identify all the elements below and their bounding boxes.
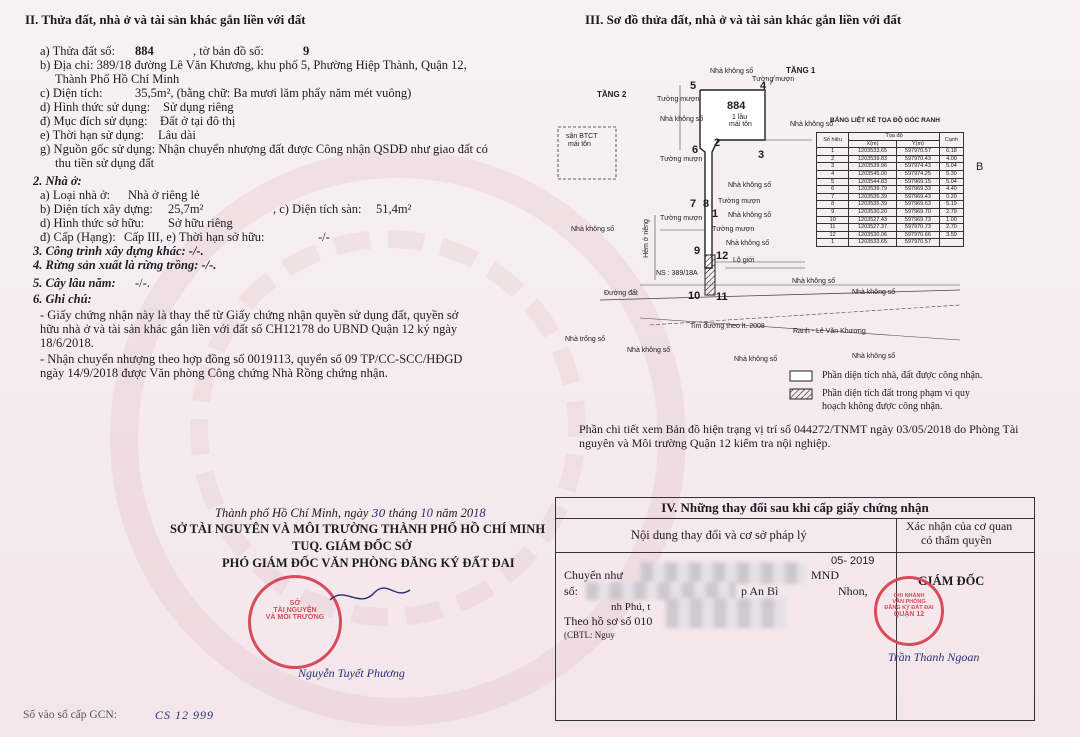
planted-forest: 4. Rừng sản xuất là rừng trồng: -/-. [33, 258, 217, 272]
point-10: 10 [688, 290, 701, 302]
coord-cell: 1203539.79 [849, 186, 897, 194]
notes-title: 6. Ghi chú: [33, 292, 92, 306]
detail-note-1: Phần chi tiết xem Bản đồ hiện trạng vị trí số 044272/TNMT ngày 03/05/2018 do Phòng Tài [579, 422, 1019, 436]
point-5: 5 [690, 80, 697, 92]
origin-line-1: g) Nguồn gốc sử dụng: Nhận chuyển nhượng đất được Công nhận QSDĐ như giao đất có [40, 142, 488, 156]
redacted-block-1 [641, 562, 806, 584]
road-centerline: Tim đường theo lt. 2008 [690, 323, 765, 330]
floor-2-label: TẦNG 2 [597, 90, 627, 99]
coord-cell: 597969.15 [896, 178, 939, 186]
point-4: 4 [760, 80, 767, 92]
coord-cell: 1203530.06 [849, 231, 897, 239]
coord-cell: 1 [817, 239, 849, 247]
authorized-by: TUQ. GIÁM ĐỐC SỞ [292, 539, 412, 553]
house-section-title: 2. Nhà ở: [33, 174, 82, 188]
changes-col-confirm-2: có thẩm quyền [921, 533, 992, 547]
coord-cell: 1203544.83 [849, 178, 897, 186]
point-11: 11 [716, 291, 728, 303]
coord-cell: 1203535.39 [849, 193, 897, 201]
changes-col-content: Nội dung thay đổi và cơ sở pháp lý [631, 528, 807, 542]
lot-number: 884 [727, 100, 746, 112]
point-12: 12 [716, 250, 729, 262]
change-line-3: nh Phú, t [611, 601, 651, 613]
neighbour-right: Nhà không số [790, 121, 834, 128]
neighbour-left: Nhà không số [660, 116, 704, 123]
borrowed-wall-mid: Tường mượn [660, 156, 703, 163]
coord-cell: 5.04 [939, 178, 963, 186]
signer-role: PHÓ GIÁM ĐỐC VĂN PHÒNG ĐĂNG KÝ ĐẤT ĐAI [222, 556, 515, 570]
road-boundary: Lộ giới [733, 257, 755, 264]
sign-day: 30 [371, 507, 386, 520]
coord-cell: 7 [817, 193, 849, 201]
coord-cell: 4 [817, 170, 849, 178]
coord-cell: 597970.66 [896, 231, 939, 239]
seal-left-mid: TÀI NGUYÊN [273, 607, 317, 614]
sign-date-prefix: Thành phố Hồ Chí Minh, ngày [215, 506, 369, 520]
seal-right-mid2: ĐĂNG KÝ ĐẤT ĐAI [884, 605, 934, 611]
point-9: 9 [694, 245, 701, 257]
parcel-number: 884 [135, 44, 154, 58]
coord-cell: 1.00 [939, 216, 963, 224]
private-alley: Hẻm ở riêng [642, 219, 650, 258]
coordinate-table-title: BẢNG LIỆT KÊ TỌA ĐỘ GÓC RANH [830, 117, 940, 124]
neighbour-road-2: Nhà không số [852, 289, 896, 296]
change-line-5: (CBTL: Nguy [564, 630, 615, 640]
neighbour-bottom-2: Nhà không số [734, 356, 778, 363]
point-8: 8 [703, 198, 710, 210]
gcn-register-label: Số vào sổ cấp GCN: [23, 709, 117, 721]
coord-head-id: Số hiệu [817, 133, 849, 148]
sign-year: 18 [473, 506, 486, 520]
coord-cell: 4.00 [939, 155, 963, 163]
coord-cell: 1203533.65 [849, 148, 897, 156]
change-line-2b: p An Bì [741, 584, 779, 598]
yard-roof: mái tôn [568, 141, 591, 148]
borrowed-wall-mid2: Tường mượn [718, 198, 761, 205]
neighbour-mid: Nhà không số [728, 182, 772, 189]
build-area-label: b) Diện tích xây dựng: [40, 202, 154, 216]
coord-cell: 1203530.20 [849, 208, 897, 216]
change-date: 05- 2019 [831, 555, 875, 567]
coord-cell: 12 [817, 231, 849, 239]
point-1: 1 [712, 208, 719, 220]
coord-cell: 597969.33 [896, 186, 939, 194]
change-line-4: Theo hồ sơ số 010 [564, 614, 653, 628]
coord-cell: 5.04 [939, 163, 963, 171]
coord-cell: 597969.43 [896, 193, 939, 201]
lot-roof: mái tôn [729, 121, 752, 128]
coord-cell: 597970.73 [896, 224, 939, 232]
coord-cell: 1203533.65 [849, 239, 897, 247]
sign-month-label: tháng [388, 506, 418, 520]
coord-cell: 11 [817, 224, 849, 232]
usage-term-value: Lâu dài [158, 128, 196, 142]
house-type-value: Nhà ở riêng lẻ [128, 188, 200, 202]
usage-term-label: e) Thời hạn sử dụng: [40, 128, 145, 142]
change-line-1: Chuyển như [564, 568, 623, 582]
coord-cell: 597974.25 [896, 170, 939, 178]
point-6: 6 [692, 144, 699, 156]
map-sheet-number: 9 [303, 44, 310, 58]
coord-cell: 10 [817, 216, 849, 224]
borrowed-wall-top: Tường mượn [752, 76, 795, 83]
parcel-number-label: a) Thửa đất số: [40, 44, 115, 58]
build-area-value: 25,7m² [168, 202, 204, 216]
origin-line-2: thu tiền sử dụng đất [55, 156, 155, 170]
coord-cell: 0.20 [939, 193, 963, 201]
usage-form-label: d) Hình thức sử dụng: [40, 100, 151, 114]
coord-cell: 1203527.43 [849, 216, 897, 224]
gcn-register-number: CS 12 999 [155, 708, 215, 722]
detail-note-2: nguyên và Môi trường Quận 12 kiểm tra nội nghiệp. [579, 436, 831, 450]
coord-cell: 5.30 [939, 170, 963, 178]
perennial-value: -/-. [135, 276, 150, 290]
coord-head-edge: Cạnh [939, 133, 963, 148]
legend-planning-1: Phần diện tích đất trong phạm vi quy [822, 388, 971, 399]
address-line-1: b) Địa chỉ: 389/18 đường Lê Văn Khương, khu phố 5, Phường Hiệp Thành, Quận 12, [40, 58, 467, 72]
neighbour-far-left: Nhà không số [571, 226, 615, 233]
director-name: Trần Thanh Ngoan [888, 650, 980, 664]
coord-cell: 597974.43 [896, 163, 939, 171]
map-sheet-label: , tờ bản đồ số: [193, 44, 264, 58]
other-works: 3. Công trình xây dựng khác: -/-. [33, 244, 204, 258]
floor-1-label: TẦNG 1 [786, 66, 816, 75]
grade-value: Cấp III [124, 230, 160, 244]
borrowed-wall-low: Tường mượn [660, 215, 703, 222]
coord-cell: 597969.73 [896, 216, 939, 224]
address-line-2: Thành Phố Hồ Chí Minh [55, 72, 180, 86]
redacted-block-3 [666, 598, 786, 628]
changes-table [555, 497, 1035, 721]
coord-cell: 597969.63 [896, 201, 939, 209]
borrowed-wall-left: Tường mượn [657, 96, 700, 103]
coord-head-sub: Tọa độ [849, 133, 940, 141]
coord-cell: 1203539.83 [849, 155, 897, 163]
coord-cell: 3.59 [939, 231, 963, 239]
street-boundary: Ranh - Lê Văn Khương [793, 328, 866, 335]
neighbour-road-1: Nhà không số [792, 278, 836, 285]
lot-floors: 1 lầu [732, 114, 748, 121]
coord-cell: 1203539.96 [849, 163, 897, 171]
yard-label: sân BTCT [566, 133, 598, 140]
seal-left-bot: VÀ MÔI TRƯỜNG [265, 614, 325, 621]
floor-area-label: , c) Diện tích sàn: [273, 202, 362, 216]
change-line-1b: MND [811, 568, 840, 582]
neighbour-bottom-left: Nhà trống số [565, 336, 606, 343]
coord-head-x: X(m) [849, 140, 897, 148]
change-line-2: số: [564, 584, 579, 598]
sign-year-label: năm 20 [435, 506, 474, 520]
section-iii-title: III. Sơ đồ thửa đất, nhà ở và tài sản khác gắn liền với đất [585, 12, 902, 27]
coord-cell: 4.40 [939, 186, 963, 194]
coord-cell: 6 [817, 186, 849, 194]
note-line-5: ngày 14/9/2018 được Văn phòng Công chứng Nhà Rồng chứng nhận. [40, 366, 388, 380]
signer-name: Nguyễn Tuyết Phương [298, 666, 405, 680]
note-line-3: 18/6/2018. [40, 336, 94, 350]
coord-cell: 2.70 [939, 224, 963, 232]
coord-cell: 1203545.00 [849, 170, 897, 178]
coord-cell: 5.19 [939, 201, 963, 209]
neighbour-low2: Nhà không số [726, 240, 770, 247]
point-2: 2 [714, 137, 721, 149]
usage-purpose-label: đ) Mục đích sử dụng: [40, 114, 148, 128]
changes-title: IV. Những thay đổi sau khi cấp giấy chứng nhận [556, 498, 1034, 519]
coord-cell: 1 [817, 148, 849, 156]
seal-right-top: CHI NHÁNH [893, 593, 925, 599]
own-term-label: , e) Thời hạn sở hữu: [160, 230, 265, 244]
point-3: 3 [758, 149, 765, 161]
changes-col-confirm-1: Xác nhận của cơ quan [906, 519, 1013, 533]
coord-cell: 2.79 [939, 208, 963, 216]
coord-cell: 9 [817, 208, 849, 216]
house-number-label: NS : 389/18A [656, 270, 698, 277]
coord-cell: 8 [817, 201, 849, 209]
house-type-label: a) Loại nhà ở: [40, 188, 111, 202]
area-value: 35,5m², (bằng chữ: Ba mươi lăm phẩy năm mét vuông) [135, 86, 412, 100]
ownership-value: Sở hữu riêng [168, 216, 233, 230]
note-line-2: hữu nhà ở và tài sản khác gắn liền với đất số CH12178 do UBND Quận 12 ký ngày [40, 322, 458, 336]
note-line-1: - Giấy chứng nhận này là thay thế từ Giấy chứng nhận quyền sử dụng đất, quyền sở [40, 308, 459, 322]
seal-right-bot: QUẬN 12 [893, 611, 925, 618]
neighbour-top: Nhà không số [710, 68, 754, 75]
area-label: c) Diện tích: [40, 86, 103, 100]
perennial-label: 5. Cây lâu năm: [33, 276, 116, 290]
legend-planning-2: hoạch không được công nhận. [822, 401, 943, 412]
usage-form-value: Sử dụng riêng [163, 100, 234, 114]
coord-cell: 597969.70 [896, 208, 939, 216]
borrowed-wall-low2: Tường mượn [712, 226, 755, 233]
sign-month: 10 [420, 506, 433, 520]
neighbour-low: Nhà không số [728, 212, 772, 219]
ownership-label: d) Hình thức sở hữu: [40, 216, 145, 230]
point-7: 7 [690, 198, 697, 210]
coord-head-y: Y(m) [896, 140, 939, 148]
coord-cell: 597970.43 [896, 155, 939, 163]
usage-purpose-value: Đất ở tại đô thị [160, 114, 236, 128]
note-line-4: - Nhận chuyển nhượng theo hợp đồng số 0019113, quyển số 09 TP/CC-SCC/HĐGD [40, 352, 463, 366]
coord-cell: 1203527.37 [849, 224, 897, 232]
coord-cell: 3 [817, 163, 849, 171]
director-title: GIÁM ĐỐC [918, 574, 985, 588]
coord-cell: 597970.57 [896, 239, 939, 247]
change-line-2c: Nhon, [838, 584, 868, 598]
margin-letter-b: B [976, 161, 984, 173]
floor-area-value: 51,4m² [376, 202, 412, 216]
neighbour-bottom-3: Nhà không số [852, 353, 896, 360]
official-seal-right [874, 576, 944, 646]
coord-cell: 5 [817, 178, 849, 186]
legend-recognized: Phần diện tích nhà, đất được công nhận. [822, 370, 983, 381]
dirt-road: Đường đất [604, 290, 638, 297]
issuing-org: SỞ TÀI NGUYÊN VÀ MÔI TRƯỜNG THÀNH PHỐ HỒ CHÍ MINH [170, 522, 546, 536]
section-ii-title: II. Thửa đất, nhà ở và tài sản khác gắn liền với đất [25, 12, 306, 27]
seal-left-top: SỞ [289, 600, 301, 607]
coord-cell: 2 [817, 155, 849, 163]
coord-cell: 597970.57 [896, 148, 939, 156]
coord-cell: 1203535.39 [849, 201, 897, 209]
coord-cell: 6.18 [939, 148, 963, 156]
neighbour-bottom-1: Nhà không số [627, 347, 671, 354]
seal-right-mid: VĂN PHÒNG [892, 599, 926, 605]
own-term-value: -/- [318, 230, 330, 244]
grade-label: đ) Cấp (Hạng): [40, 230, 116, 244]
